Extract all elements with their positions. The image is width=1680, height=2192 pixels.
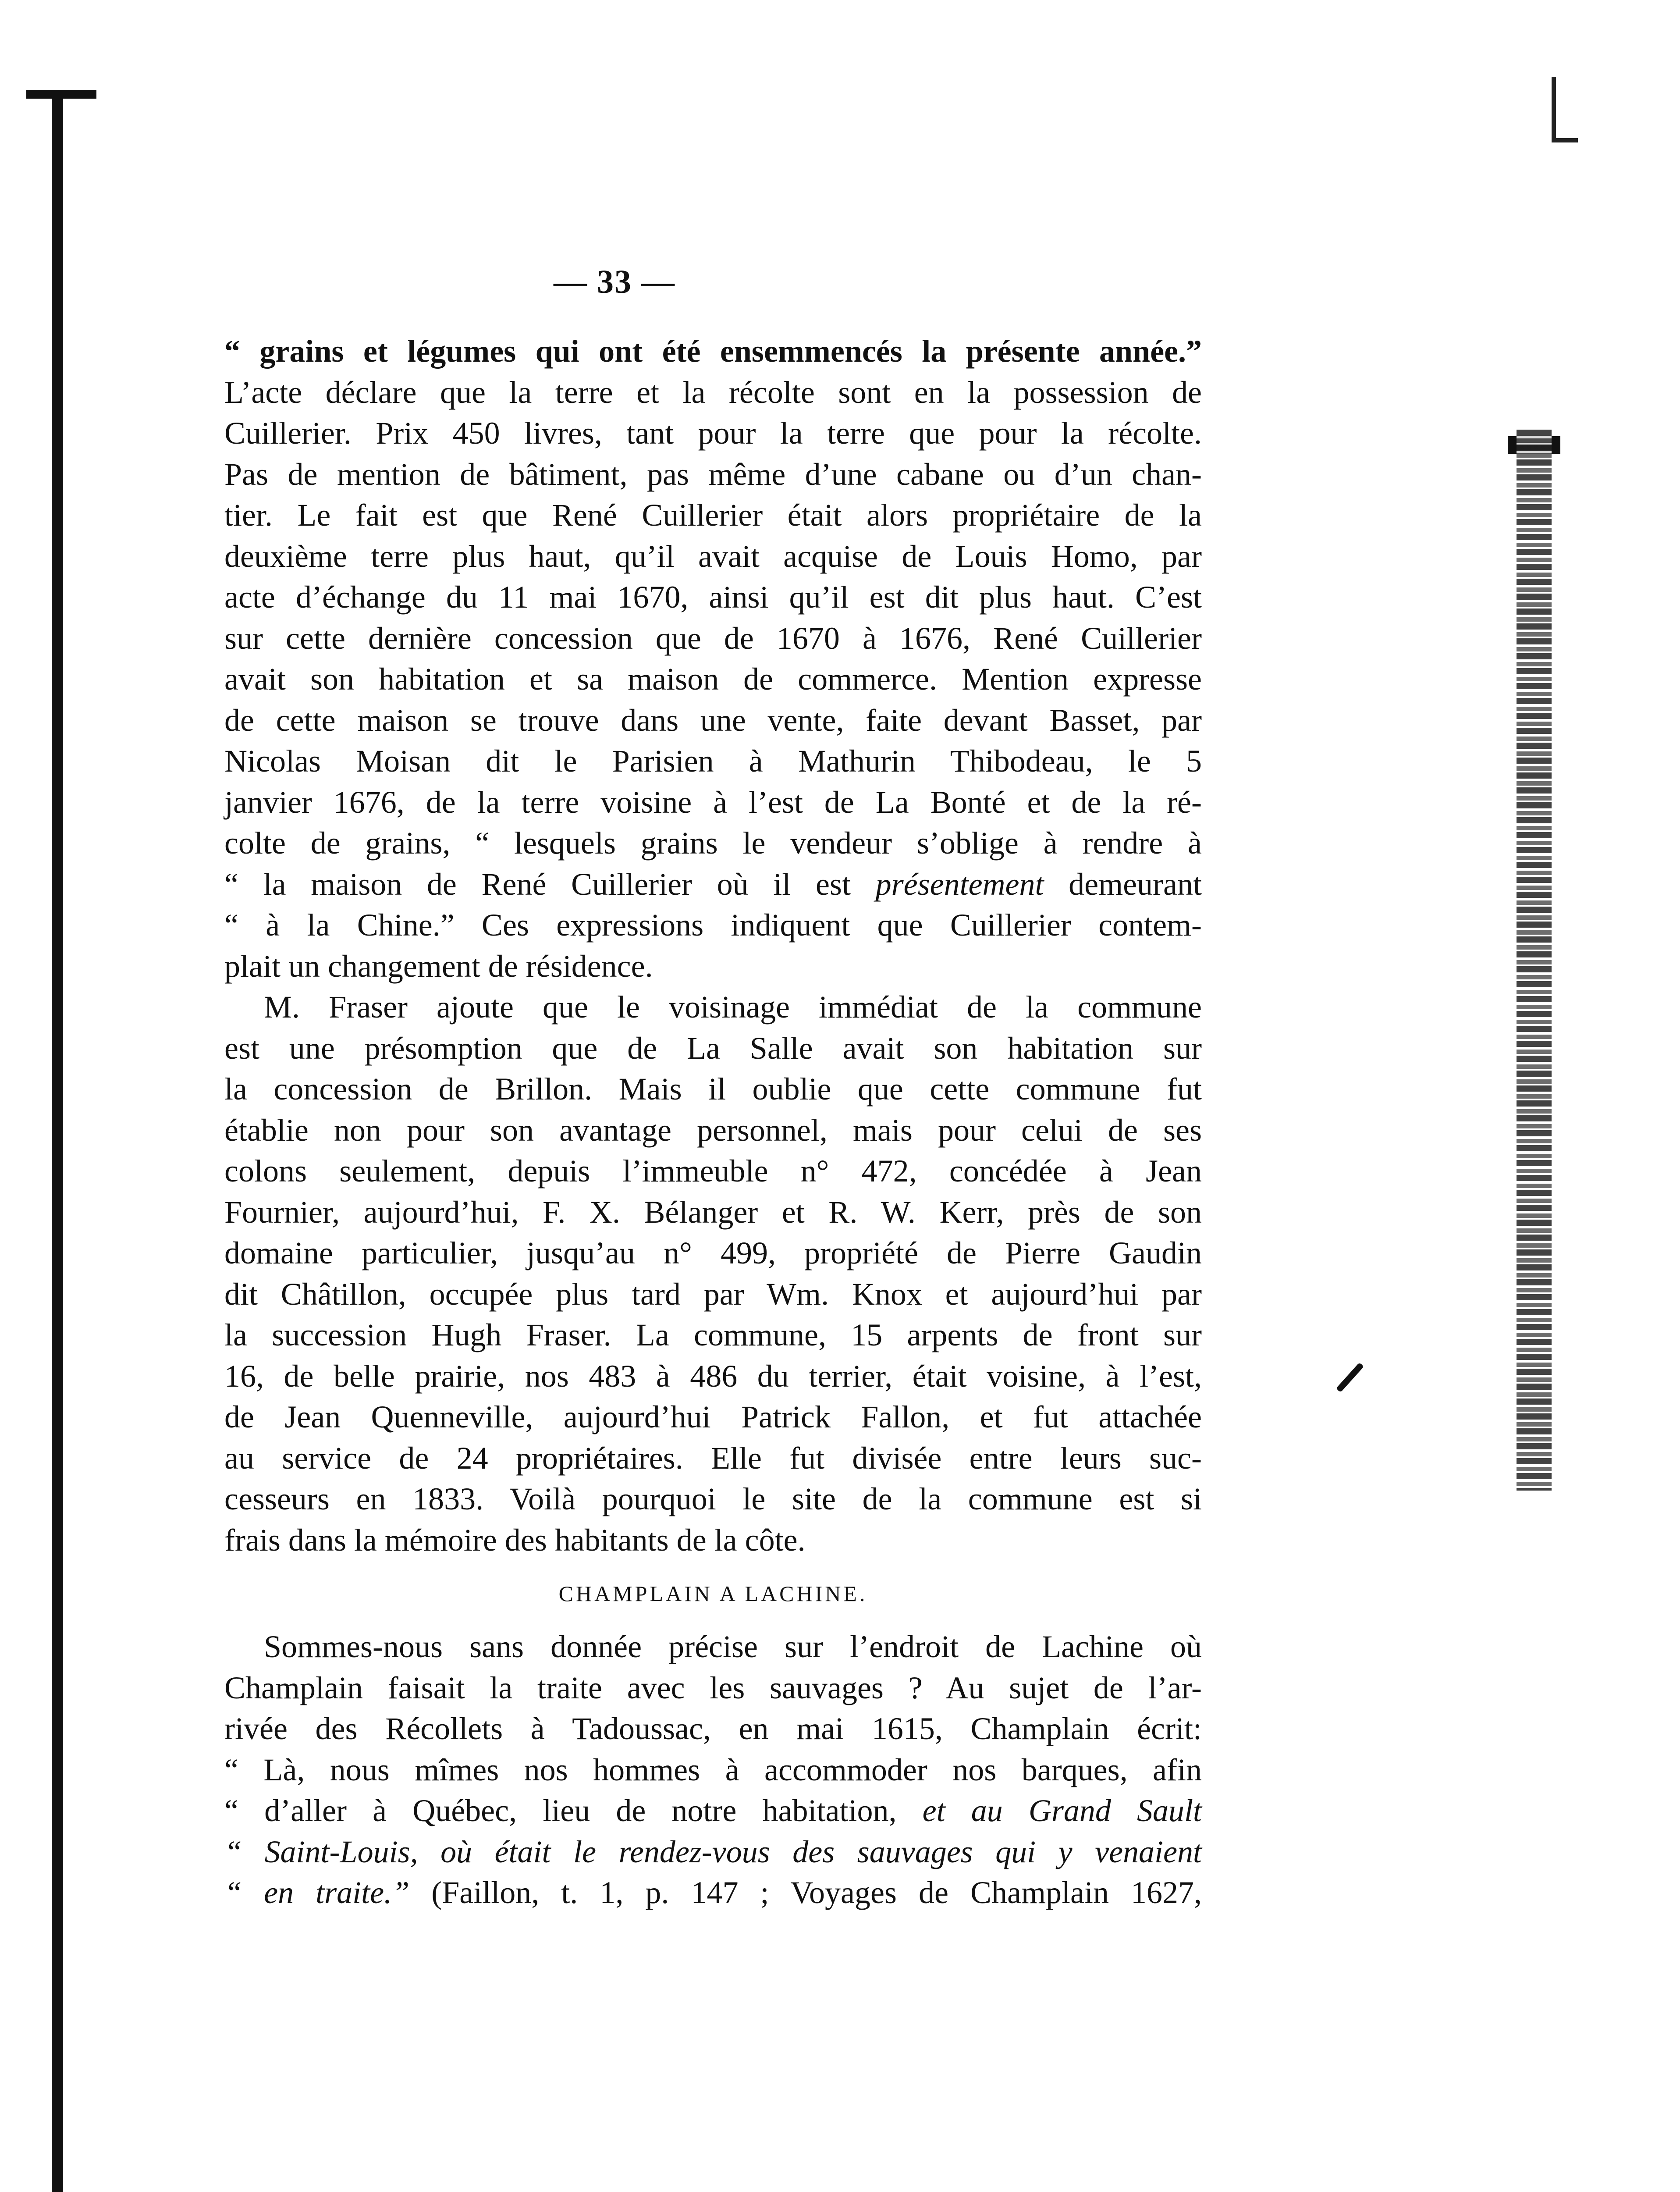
text-line: Cuillerier. Prix 450 livres, tant pour la terre que pour la récolte. — [224, 416, 1202, 451]
page-number: — 33 — — [554, 263, 675, 300]
scan-binding-strip — [1517, 430, 1552, 1491]
text-line: colons seulement, depuis l’immeuble n° 472, concédée à Jean — [224, 1153, 1202, 1189]
text-line: “ grains et légumes qui ont été ensemmencés la présente année.” — [224, 334, 1202, 369]
text-line — [224, 1872, 1202, 1914]
text-fragment: “ d’aller à Québec, lieu de notre habitation, — [224, 1793, 897, 1828]
text-fragment: (Faillon, t. 1, p. 147 ; Voyages de Champlain 1627, — [431, 1875, 1202, 1910]
text-fragment: demeurant — [1069, 866, 1202, 902]
text-line: acte d’échange du 11 mai 1670, ainsi qu’il est dit plus haut. C’est — [224, 580, 1202, 615]
italic-fragment: présentement — [875, 866, 1044, 902]
text-line: Sommes-nous sans donnée précise sur l’endroit de Lachine où — [264, 1629, 1202, 1664]
body-text — [224, 331, 1202, 1914]
text-line: cesseurs en 1833. Voilà pourquoi le site de la commune est si — [224, 1481, 1202, 1516]
section-heading: CHAMPLAIN A LACHINE. — [558, 1581, 868, 1606]
text-line: la concession de Brillon. Mais il oublie que cette commune fut — [224, 1071, 1202, 1107]
text-line: sur cette dernière concession que de 1670 à 1676, René Cuillerier — [224, 620, 1202, 656]
text-line — [224, 1790, 1202, 1832]
text-line: établie non pour son avantage personnel, mais pour celui de ses — [224, 1112, 1202, 1148]
text-line: 16, de belle prairie, nos 483 à 486 du terrier, était voisine, à l’est, — [224, 1358, 1202, 1394]
italic-fragment: “ en traite.” — [224, 1875, 410, 1910]
scan-bracket-mark — [1552, 77, 1578, 142]
text-line: au service de 24 propriétaires. Elle fut divisée entre leurs suc- — [224, 1440, 1202, 1476]
text-line: Champlain faisait la traite avec les sauvages ? Au sujet de l’ar- — [224, 1670, 1202, 1705]
text-line: tier. Le fait est que René Cuillerier était alors propriétaire de la — [224, 498, 1202, 533]
scan-edge-left — [52, 96, 63, 2192]
text-line: “ Là, nous mîmes nos hommes à accommoder nos barques, afin — [224, 1752, 1202, 1787]
text-line: de cette maison se trouve dans une vente, faite devant Basset, par — [224, 702, 1202, 738]
text-line: colte de grains, “ lesquels grains le vendeur s’oblige à rendre à — [224, 826, 1202, 861]
text-line: rivée des Récollets à Tadoussac, en mai 1615, Champlain écrit: — [224, 1711, 1202, 1746]
text-line: “ à la Chine.” Ces expressions indiquent que Cuillerier contem- — [224, 907, 1202, 943]
text-line: la succession Hugh Fraser. La commune, 15 arpents de front sur — [224, 1317, 1202, 1352]
text-line: “ Saint-Louis, où était le rendez-vous des sauvages qui y venaient — [224, 1834, 1202, 1869]
text-line: dit Châtillon, occupée plus tard par Wm. Knox et aujourd’hui par — [224, 1276, 1202, 1312]
text-line: janvier 1676, de la terre voisine à l’est de La Bonté et de la ré- — [224, 784, 1202, 820]
text-line — [224, 864, 1202, 905]
text-line: avait son habitation et sa maison de commerce. Mention expresse — [224, 662, 1202, 697]
text-line: M. Fraser ajoute que le voisinage immédiat de la commune — [264, 989, 1202, 1025]
text-line: deuxième terre plus haut, qu’il avait acquise de Louis Homo, par — [224, 538, 1202, 574]
text-line: domaine particulier, jusqu’au n° 499, propriété de Pierre Gaudin — [224, 1235, 1202, 1270]
text-line: frais dans la mémoire des habitants de la côte. — [224, 1522, 806, 1558]
text-fragment: “ la maison de René Cuillerier où il est — [224, 866, 851, 902]
text-line: de Jean Quenneville, aujourd’hui Patrick Fallon, et fut attachée — [224, 1399, 1202, 1434]
text-line: Nicolas Moisan dit le Parisien à Mathurin Thibodeau, le 5 — [224, 744, 1202, 779]
text-line: Pas de mention de bâtiment, pas même d’une cabane ou d’un chan- — [224, 456, 1202, 492]
text-line: est une présomption que de La Salle avait son habitation sur — [224, 1030, 1202, 1066]
text-line: Fournier, aujourd’hui, F. X. Bélanger et R. W. Kerr, près de son — [224, 1194, 1202, 1230]
text-line: L’acte déclare que la terre et la récolte sont en la possession de — [224, 374, 1202, 410]
pen-mark — [1336, 1363, 1364, 1393]
text-line: plait un changement de résidence. — [224, 948, 653, 984]
italic-fragment: et au Grand Sault — [922, 1793, 1202, 1828]
